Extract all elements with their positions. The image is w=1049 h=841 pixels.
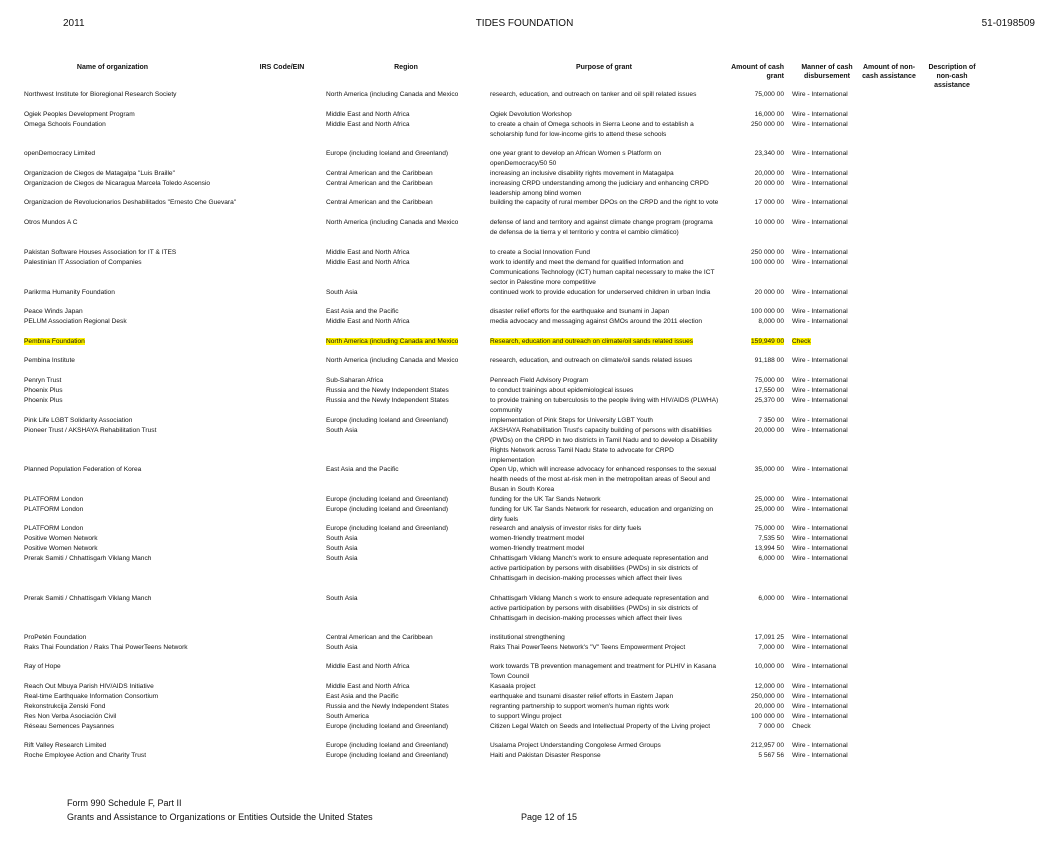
organization-name-cell: [24, 337, 254, 347]
disbursement-cell: Wire - International: [792, 180, 848, 187]
disbursement-cell: Wire - International: [792, 595, 848, 602]
organization-name-cell: Positive Women Network: [24, 535, 98, 542]
purpose-cell: disaster relief efforts for the earthquake and tsunami in Japan: [490, 308, 670, 315]
region-cell: Europe (including Iceland and Greenland): [326, 150, 449, 157]
amount-cell: 12,000 00: [754, 683, 784, 690]
organization-name-cell: Rekonstrukcija Zenski Fond: [24, 703, 106, 710]
organization-name-cell: Parikrma Humanity Foundation: [24, 289, 115, 296]
purpose-cell: one year grant to develop an African Women s Platform on openDemocracy/50 50: [490, 150, 662, 167]
amount-cell: 91,188 00: [754, 357, 784, 364]
column-header-noncash-description: Description of non-cash assistance: [928, 64, 976, 89]
disbursement-cell: Wire - International: [792, 289, 848, 296]
purpose-cell: research, education, and outreach on tanker and oil spill related issues: [490, 91, 697, 98]
amount-cell: 8,000 00: [758, 318, 784, 325]
column-header-region: Region: [394, 64, 418, 71]
column-header-name: Name of organization: [76, 64, 149, 71]
organization-name-cell: Palestinian IT Association of Companies: [24, 259, 142, 266]
purpose-cell: regranting partnership to support women's human rights work: [490, 703, 670, 710]
amount-cell: 10,000 00: [754, 663, 784, 670]
purpose-cell: women-friendly treatment model: [490, 535, 585, 542]
region-cell: Russia and the Newly Independent States: [326, 397, 449, 404]
amount-cell: 17,091 25: [754, 634, 784, 641]
column-header-irs: IRS Code/EIN: [259, 64, 305, 71]
disbursement-cell: Wire - International: [792, 318, 848, 325]
disbursement-cell: Wire - International: [792, 427, 848, 434]
disbursement-cell: Wire - International: [792, 308, 848, 315]
region-cell: South Asia: [326, 595, 358, 602]
purpose-cell: increasing CRPD understanding among the judiciary and enhancing CRPD leadership among blind women: [490, 180, 709, 197]
region-cell: [326, 337, 486, 347]
organization-name-cell: Penryn Trust: [24, 377, 62, 384]
organization-name-cell: Prerak Samiti / Chhattisgarh Viklang Manch: [24, 555, 152, 562]
purpose-cell: media advocacy and messaging against GMOs around the 2011 election: [490, 318, 703, 325]
purpose-cell: work to identify and meet the demand for qualified Information and Communications Technology (ICT) human capital necessary to make the ICT sector in Palestine more competitive: [490, 259, 715, 286]
amount-cell: 25,000 00: [754, 506, 784, 513]
region-cell: South Asia: [326, 535, 358, 542]
tax-year: 2011: [63, 18, 85, 29]
amount-cell: 6,000 00: [758, 595, 784, 602]
purpose-cell: women-friendly treatment model: [490, 545, 585, 552]
disbursement-cell: Wire - International: [792, 525, 848, 532]
purpose-cell: Ogiek Devolution Workshop: [490, 111, 572, 118]
amount-cell: 100 000 00: [750, 713, 784, 720]
region-cell: South America: [326, 713, 369, 720]
amount-cell: 25,000 00: [754, 496, 784, 503]
organization-name-cell: Réseau Semences Paysannes: [24, 723, 115, 730]
purpose-cell: research and analysis of investor risks for dirty fuels: [490, 525, 642, 532]
region-cell: Middle East and North Africa: [326, 318, 410, 325]
disbursement-cell: Wire - International: [792, 259, 848, 266]
region-cell: Sub-Saharan Africa: [326, 377, 384, 384]
disbursement-cell: Wire - International: [792, 545, 848, 552]
organization-name-cell: Omega Schools Foundation: [24, 121, 106, 128]
purpose-cell: earthquake and tsunami disaster relief efforts in Eastern Japan: [490, 693, 674, 700]
purpose-cell: [490, 337, 720, 347]
organization-name-cell: Rift Valley Research Limited: [24, 742, 107, 749]
purpose-cell: continued work to provide education for underserved children in urban India: [490, 289, 711, 296]
organization-name-cell: Ray of Hope: [24, 663, 61, 670]
purpose-cell: institutional strengthening: [490, 634, 565, 641]
purpose-cell: research, education, and outreach on climate/oil sands related issues: [490, 357, 693, 364]
organization-name-cell: Reach Out Mbuya Parish HIV/AIDS Initiative: [24, 683, 154, 690]
region-cell: Central American and the Caribbean: [326, 634, 433, 641]
region-cell: Middle East and North Africa: [326, 259, 410, 266]
column-header-purpose: Purpose of grant: [575, 64, 632, 71]
purpose-cell: Kasaala project: [490, 683, 536, 690]
organization-name-cell: Pakistan Software Houses Association for IT & ITES: [24, 249, 177, 256]
region-cell: Middle East and North Africa: [326, 111, 410, 118]
organization-name-cell: Positive Women Network: [24, 545, 98, 552]
disbursement-cell: Wire - International: [792, 466, 848, 473]
organization-name-cell: Prerak Samiti / Chhattisgarh Viklang Manch: [24, 595, 152, 602]
amount-cell: 212,957 00: [750, 742, 784, 749]
organization-name-cell: Pioneer Trust / AKSHAYA Rehabilitation Trust: [24, 427, 157, 434]
ein-number: 51-0198509: [981, 18, 1035, 29]
purpose-cell: Citizen Legal Watch on Seeds and Intellectual Property of the Living project: [490, 723, 711, 730]
organization-name-cell: PLATFORM London: [24, 496, 84, 503]
region-cell: East Asia and the Pacific: [326, 693, 399, 700]
disbursement-cell: Wire - International: [792, 644, 848, 651]
purpose-cell: to conduct trainings about epidemiological issues: [490, 387, 634, 394]
disbursement-cell: Wire - International: [792, 713, 848, 720]
disbursement-cell: Wire - International: [792, 170, 848, 177]
purpose-cell: increasing an inclusive disability rights movement in Matagalpa: [490, 170, 674, 177]
disbursement-cell: Wire - International: [792, 506, 848, 513]
organization-name-cell: Phoenix Plus: [24, 387, 63, 394]
amount-cell: 13,994 50: [754, 545, 784, 552]
amount-cell: 7,535 50: [758, 535, 784, 542]
organization-name: TIDES FOUNDATION: [475, 18, 574, 29]
highlight-mark: Pembina Foundation: [24, 338, 85, 345]
amount-cell: 6,000 00: [758, 555, 784, 562]
organization-name-cell: PELUM Association Regional Desk: [24, 318, 127, 325]
disbursement-cell: Wire - International: [792, 555, 848, 562]
organization-name-cell: Real-time Earthquake Information Consortium: [24, 693, 159, 700]
amount-cell: 23,340 00: [754, 150, 784, 157]
region-cell: Europe (including Iceland and Greenland): [326, 723, 449, 730]
highlight-mark: 159,949 00: [750, 338, 784, 345]
amount-cell: 7,000 00: [758, 644, 784, 651]
disbursement-cell: Wire - International: [792, 752, 848, 759]
form-subtitle: Grants and Assistance to Organizations or Entities Outside the United States: [67, 812, 373, 822]
region-cell: South Asia: [326, 427, 358, 434]
disbursement-cell: Wire - International: [792, 742, 848, 749]
purpose-cell: Penreach Field Advisory Program: [490, 377, 589, 384]
purpose-cell: work towards TB prevention management and treatment for PLHIV in Kasana Town Council: [490, 663, 717, 680]
form-title: Form 990 Schedule F, Part II: [67, 798, 182, 808]
purpose-cell: Usalama Project Understanding Congolese Armed Groups: [490, 742, 661, 749]
purpose-cell: Chhattisgarh Viklang Manch s work to ensure adequate representation and active participation by persons with disabilities (PWDs) in six districts of Chhattisgarh in decision-making processes which affect their lives: [490, 595, 709, 622]
disbursement-cell: Wire - International: [792, 683, 848, 690]
organization-name-cell: PLATFORM London: [24, 525, 84, 532]
disbursement-cell: Wire - International: [792, 111, 848, 118]
highlight-mark: Research, education and outreach on climate/oil sands related issues: [490, 338, 694, 345]
purpose-cell: to create a chain of Omega schools in Sierra Leone and to establish a scholarship fund for low-income girls to attend these schools: [490, 121, 694, 138]
organization-name-cell: Northwest Institute for Bioregional Research Society: [24, 91, 177, 98]
region-cell: North America (including Canada and Mexico: [326, 91, 459, 98]
region-cell: Central American and the Caribbean: [326, 180, 433, 187]
amount-cell: 16,000 00: [754, 111, 784, 118]
region-cell: Europe (including Iceland and Greenland): [326, 417, 449, 424]
purpose-cell: Haiti and Pakistan Disaster Response: [490, 752, 601, 759]
region-cell: South Asia: [326, 289, 358, 296]
region-cell: Russia and the Newly Independent States: [326, 703, 449, 710]
amount-cell: 100 000 00: [750, 259, 784, 266]
disbursement-cell: Wire - International: [792, 703, 848, 710]
disbursement-cell: Wire - International: [792, 397, 848, 404]
purpose-cell: funding for UK Tar Sands Network for research, education and organizing on dirty fuels: [490, 506, 714, 523]
disbursement-cell: Check: [792, 723, 811, 730]
organization-name-cell: Raks Thai Foundation / Raks Thai PowerTeens Network: [24, 644, 188, 651]
purpose-cell: funding for the UK Tar Sands Network: [490, 496, 601, 503]
organization-name-cell: Planned Population Federation of Korea: [24, 466, 142, 473]
region-cell: South Asia: [326, 644, 358, 651]
amount-cell: 250 000 00: [750, 121, 784, 128]
highlight-mark: North America (including Canada and Mexico: [326, 338, 459, 345]
region-cell: Russia and the Newly Independent States: [326, 387, 449, 394]
disbursement-cell: Wire - International: [792, 663, 848, 670]
disbursement-cell: Wire - International: [792, 121, 848, 128]
amount-cell: 20,000 00: [754, 170, 784, 177]
organization-name-cell: Peace Winds Japan: [24, 308, 83, 315]
region-cell: Middle East and North Africa: [326, 663, 410, 670]
purpose-cell: Chhattisgarh Viklang Manch's work to ensure adequate representation and active participation by persons with disabilities (PWDs) in six districts of Chhattisgarh in decision-making processes which affect their lives: [490, 555, 709, 582]
amount-cell: 75,000 00: [754, 91, 784, 98]
organization-name-cell: Ogiek Peoples Development Program: [24, 111, 135, 118]
amount-cell: 20 000 00: [754, 180, 784, 187]
region-cell: South Asia: [326, 555, 358, 562]
purpose-cell: AKSHAYA Rehabilitation Trust's capacity building of persons with disabilities (PWDs) on the CRPD in two districts in Tamil Nadu and to develop a Disability Rights Network across Tamil Nadu State to advocate for CRPD implementation: [490, 427, 718, 464]
purpose-cell: Open Up, which will increase advocacy for enhanced responses to the sexual health needs of the most at-risk men in the metropolitan areas of Seoul and Busan in South Korea: [490, 466, 717, 493]
amount-cell: 75,000 00: [754, 377, 784, 384]
region-cell: East Asia and the Pacific: [326, 466, 399, 473]
purpose-cell: Raks Thai PowerTeens Network's "V" Teens Empowerment Project: [490, 644, 686, 651]
purpose-cell: to support Wingu project: [490, 713, 562, 720]
amount-cell: 100 000 00: [750, 308, 784, 315]
amount-cell: 7 350 00: [758, 417, 784, 424]
region-cell: Middle East and North Africa: [326, 121, 410, 128]
amount-cell: 5 567 56: [758, 752, 784, 759]
organization-name-cell: ProPetén Foundation: [24, 634, 87, 641]
organization-name-cell: Organizacion de Revolucionarios Deshabilitados "Ernesto Che Guevara": [24, 199, 237, 206]
disbursement-cell: Wire - International: [792, 387, 848, 394]
amount-cell: [722, 337, 784, 347]
purpose-cell: to provide training on tuberculosis to the people living with HIV/AIDS (PLWHA) community: [490, 397, 719, 414]
amount-cell: 25,370 00: [754, 397, 784, 404]
amount-cell: 250,000 00: [750, 693, 784, 700]
disbursement-cell: [792, 337, 862, 347]
amount-cell: 10 000 00: [754, 219, 784, 226]
disbursement-cell: Wire - International: [792, 91, 848, 98]
purpose-cell: to create a Social Innovation Fund: [490, 249, 591, 256]
disbursement-cell: Wire - International: [792, 377, 848, 384]
amount-cell: 20 000 00: [754, 289, 784, 296]
column-header-manner: Manner of cash disbursement: [801, 64, 853, 80]
amount-cell: 17 000 00: [754, 199, 784, 206]
disbursement-cell: Wire - International: [792, 150, 848, 157]
region-cell: East Asia and the Pacific: [326, 308, 399, 315]
organization-name-cell: Organizacion de Ciegos de Matagalpa "Luis Braille": [24, 170, 175, 177]
organization-name-cell: PLATFORM London: [24, 506, 84, 513]
amount-cell: 7 000 00: [758, 723, 784, 730]
highlight-mark: Check: [792, 338, 811, 345]
purpose-cell: implementation of Pink Steps for University LGBT Youth: [490, 417, 653, 424]
organization-name-cell: Phoenix Plus: [24, 397, 63, 404]
organization-name-cell: openDemocracy Limited: [24, 150, 96, 157]
organization-name-cell: Pembina Institute: [24, 357, 75, 364]
column-header-amount: Amount of cash grant: [731, 64, 784, 80]
amount-cell: 75,000 00: [754, 525, 784, 532]
purpose-cell: defense of land and territory and against climate change program (programa de defensa de la tierra y el territorio y contra el cambio climático): [490, 219, 713, 236]
disbursement-cell: Wire - International: [792, 634, 848, 641]
disbursement-cell: Wire - International: [792, 693, 848, 700]
purpose-cell: building the capacity of rural member DPOs on the CRPD and the right to vote: [490, 199, 719, 206]
organization-name-cell: Otros Mundos A C: [24, 219, 78, 226]
organization-name-cell: Roche Employee Action and Charity Trust: [24, 752, 147, 759]
region-cell: Middle East and North Africa: [326, 249, 410, 256]
amount-cell: 35,000 00: [754, 466, 784, 473]
disbursement-cell: Wire - International: [792, 219, 848, 226]
disbursement-cell: Wire - International: [792, 496, 848, 503]
region-cell: North America (including Canada and Mexico: [326, 219, 459, 226]
region-cell: Europe (including Iceland and Greenland): [326, 525, 449, 532]
organization-name-cell: Pink Life LGBT Solidarity Association: [24, 417, 133, 424]
region-cell: Middle East and North Africa: [326, 683, 410, 690]
column-header-noncash-amount: Amount of non-cash assistance: [862, 64, 916, 80]
disbursement-cell: Wire - International: [792, 535, 848, 542]
disbursement-cell: Wire - International: [792, 249, 848, 256]
organization-name-cell: Organizacion de Ciegos de Nicaragua Marcela Toledo Ascensio: [24, 180, 211, 187]
amount-cell: 20,000 00: [754, 703, 784, 710]
disbursement-cell: Wire - International: [792, 417, 848, 424]
region-cell: North America (including Canada and Mexico: [326, 357, 459, 364]
region-cell: Europe (including Iceland and Greenland): [326, 496, 449, 503]
region-cell: Central American and the Caribbean: [326, 199, 433, 206]
region-cell: South Asia: [326, 545, 358, 552]
region-cell: Europe (including Iceland and Greenland): [326, 506, 449, 513]
region-cell: Central American and the Caribbean: [326, 170, 433, 177]
amount-cell: 250 000 00: [750, 249, 784, 256]
amount-cell: 17,550 00: [754, 387, 784, 394]
disbursement-cell: Wire - International: [792, 199, 848, 206]
disbursement-cell: Wire - International: [792, 357, 848, 364]
organization-name-cell: Res Non Verba Asociación Civil: [24, 713, 117, 720]
amount-cell: 20,000 00: [754, 427, 784, 434]
region-cell: Europe (including Iceland and Greenland): [326, 742, 449, 749]
region-cell: Europe (including Iceland and Greenland): [326, 752, 449, 759]
page-number: Page 12 of 15: [521, 812, 578, 822]
